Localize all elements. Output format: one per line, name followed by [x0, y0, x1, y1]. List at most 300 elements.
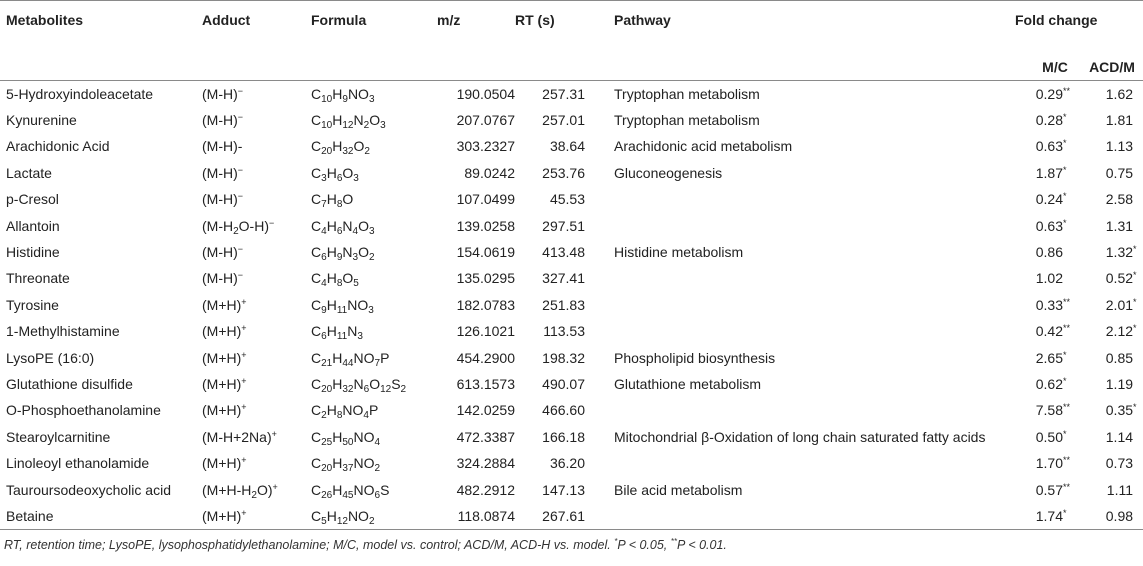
- formula: [311, 265, 437, 291]
- fold-change-acdm: [1081, 450, 1143, 476]
- acdm-value: 1.13: [1105, 138, 1134, 155]
- formula-part: 6: [321, 252, 327, 264]
- formula-part: H: [326, 270, 337, 287]
- adduct-part: +: [241, 323, 247, 334]
- formula-part: 2: [364, 146, 370, 158]
- adduct: [202, 160, 311, 186]
- adduct-part: (M+H): [202, 323, 242, 340]
- fold-change-mc: 0.28*: [1035, 112, 1067, 129]
- formula-part: 20: [321, 383, 333, 395]
- adduct: [202, 212, 311, 238]
- formula-part: 3: [321, 172, 327, 184]
- formula-part: 11: [336, 331, 348, 343]
- rt-value: 257.31: [542, 85, 585, 102]
- mz-value: 154.0619: [456, 244, 515, 261]
- adduct-part: (M+H): [202, 455, 242, 472]
- adduct: [202, 397, 311, 423]
- rt-value: 45.53: [549, 191, 585, 208]
- fold-change-mc: 7.58**: [1035, 402, 1071, 419]
- formula-part: H: [326, 507, 337, 524]
- formula: [311, 450, 437, 476]
- formula-part: H: [326, 296, 337, 313]
- rt-value: 253.76: [542, 164, 585, 181]
- acdm-value: 1.62: [1105, 85, 1134, 102]
- acdm-value: 2.01: [1105, 296, 1134, 313]
- acdm-value: 0.35: [1105, 402, 1134, 419]
- pathway: Histidine metabolism: [614, 244, 744, 261]
- formula-part: N: [353, 112, 364, 129]
- adduct: [202, 450, 311, 476]
- acdm-value: 1.31: [1105, 217, 1134, 234]
- rt-value: 113.53: [543, 323, 585, 340]
- rt-value: 38.64: [549, 138, 585, 155]
- mc-value: 0.50: [1035, 428, 1063, 445]
- formula-part: C: [311, 112, 322, 129]
- formula-part: O: [358, 244, 369, 261]
- mc-value: 1.87: [1035, 164, 1063, 181]
- footnote-p2-mark: **: [670, 537, 677, 546]
- fold-change-mc: 0.50*: [1035, 428, 1067, 445]
- formula-part: N: [342, 217, 353, 234]
- formula-part: 4: [374, 436, 381, 448]
- formula-part: O: [353, 138, 365, 155]
- footnote-p2-text: P < 0.01.: [676, 538, 727, 552]
- formula-part: O: [358, 217, 369, 234]
- table-row: [0, 265, 1143, 291]
- formula: [311, 186, 437, 212]
- formula-part: 21: [321, 357, 333, 369]
- formula-part: 25: [321, 436, 333, 448]
- acdm-value: 1.14: [1105, 428, 1134, 445]
- adduct-part: −: [269, 217, 275, 228]
- table-row: [0, 371, 1143, 397]
- formula-part: 32: [342, 146, 354, 158]
- mc-value: 1.02: [1035, 270, 1063, 287]
- formula-part: H: [326, 244, 337, 261]
- formula-part: 2: [374, 463, 381, 475]
- adduct-part: +: [241, 455, 247, 466]
- formula-part: H: [332, 138, 343, 155]
- formula-part: C: [311, 455, 322, 472]
- formula-part: NO: [353, 481, 375, 498]
- footnote-text: RT, retention time; LysoPE, lysophosphatidylethanolamine; M/C, model vs. control; ACD/M, ACD-H vs. model.: [4, 538, 611, 552]
- rt-value: 198.32: [542, 349, 585, 366]
- formula-part: 4: [321, 278, 327, 290]
- acdm-value: 0.52: [1105, 270, 1134, 287]
- rt-value: 413.48: [542, 244, 585, 261]
- adduct-part: O-H): [238, 217, 269, 234]
- adduct: [202, 239, 311, 265]
- mc-value: 1.74: [1035, 507, 1063, 524]
- formula-part: 5: [353, 278, 359, 290]
- mc-value: 0.57: [1035, 481, 1063, 498]
- formula-part: 3: [353, 172, 359, 184]
- header-acdm: ACD/M: [1089, 59, 1135, 76]
- formula-part: 20: [321, 146, 333, 158]
- mz-value: 135.0295: [456, 270, 515, 287]
- pathway: [585, 265, 1015, 291]
- adduct: [202, 371, 311, 397]
- fold-change-acdm: [1081, 424, 1143, 450]
- fold-change-mc: 0.57**: [1035, 481, 1071, 498]
- adduct-part: −: [237, 164, 244, 175]
- pathway: [585, 503, 1015, 529]
- fold-change-acdm: [1081, 476, 1143, 502]
- formula: [311, 318, 437, 344]
- fold-change-mc: 1.87*: [1035, 164, 1067, 181]
- subheader-row: [0, 43, 1143, 81]
- formula-part: 26: [321, 489, 333, 501]
- formula-part: H: [326, 191, 337, 208]
- formula: [311, 160, 437, 186]
- fold-change-acdm: [1081, 344, 1143, 370]
- formula: [311, 133, 437, 159]
- rt-value: 490.07: [542, 375, 585, 392]
- metabolite-name: Betaine: [6, 507, 54, 524]
- rt-value: 147.13: [542, 481, 585, 498]
- formula-part: H: [326, 217, 337, 234]
- table-row: [0, 344, 1143, 370]
- adduct-part: (M-H): [202, 85, 238, 102]
- table-row: [0, 476, 1143, 502]
- fold-change-mc: 0.33**: [1035, 296, 1071, 313]
- formula-part: C: [311, 507, 322, 524]
- acdm-value: 0.73: [1105, 455, 1134, 472]
- mc-value: 0.63: [1035, 138, 1063, 155]
- fold-change-mc: 0.63*: [1035, 217, 1067, 234]
- formula-part: NO: [353, 455, 375, 472]
- formula-part: 2: [400, 383, 407, 395]
- formula-part: H: [332, 85, 343, 102]
- mc-value: 0.28: [1035, 112, 1063, 129]
- adduct-part: (M-H+2Na): [202, 428, 272, 445]
- fold-change-acdm: 2.01*: [1105, 296, 1137, 313]
- formula-part: 8: [336, 278, 343, 290]
- formula-part: C: [311, 428, 322, 445]
- acdm-value: 1.81: [1105, 112, 1134, 129]
- formula-part: 4: [321, 225, 327, 237]
- table-footnote: [4, 538, 727, 552]
- table-row: [0, 450, 1143, 476]
- formula: [311, 344, 437, 370]
- formula-part: 9: [321, 304, 327, 316]
- header-adduct: Adduct: [202, 11, 251, 28]
- footnote-p1-text: P < 0.05,: [617, 538, 668, 552]
- fold-change-acdm: [1081, 107, 1143, 133]
- adduct-part: (M+H): [202, 402, 242, 419]
- formula-part: 10: [321, 120, 333, 132]
- pathway: Phospholipid biosynthesis: [614, 349, 776, 366]
- formula-part: O: [342, 191, 354, 208]
- fold-change-acdm: 0.35*: [1105, 402, 1137, 419]
- formula-part: H: [332, 455, 343, 472]
- formula-part: N: [342, 244, 353, 261]
- formula-part: 2: [363, 120, 370, 132]
- adduct-part: (M-H): [202, 244, 238, 261]
- adduct-part: O): [256, 481, 273, 498]
- fold-change-mc: 0.63*: [1035, 138, 1067, 155]
- metabolite-name: p-Cresol: [6, 191, 59, 208]
- fold-change-mc: 0.29**: [1035, 85, 1071, 102]
- pathway: Glutathione metabolism: [614, 375, 762, 392]
- metabolite-name: Histidine: [6, 244, 60, 261]
- adduct-part: (M-H)-: [202, 138, 243, 155]
- table-row: [0, 186, 1143, 212]
- acdm-value: 2.12: [1105, 323, 1134, 340]
- table-row: [0, 239, 1143, 265]
- formula-part: C: [311, 481, 322, 498]
- formula: [311, 424, 437, 450]
- formula-part: 2: [321, 410, 327, 422]
- formula-part: NO: [347, 296, 369, 313]
- formula-part: C: [311, 270, 322, 287]
- mc-value: 0.62: [1035, 375, 1063, 392]
- formula-part: 3: [352, 252, 359, 264]
- mc-value: 7.58: [1035, 402, 1063, 419]
- pathway: Mitochondrial β-Oxidation of long chain saturated fatty acids: [614, 428, 986, 445]
- header-mz: m/z: [437, 11, 461, 28]
- formula-part: 45: [342, 489, 354, 501]
- formula-part: 3: [357, 331, 363, 343]
- metabolite-name: Allantoin: [6, 217, 60, 234]
- formula-part: 8: [336, 410, 343, 422]
- adduct: [202, 344, 311, 370]
- header-metabolites: Metabolites: [6, 11, 84, 28]
- formula-part: O: [369, 112, 381, 129]
- formula-part: 3: [368, 93, 375, 105]
- adduct-part: +: [241, 296, 247, 307]
- fold-change-mc: 0.42**: [1035, 323, 1071, 340]
- mz-value: 118.0874: [457, 507, 515, 524]
- formula-part: 9: [336, 252, 343, 264]
- formula-part: H: [332, 375, 343, 392]
- formula: [311, 239, 437, 265]
- formula-part: C: [311, 323, 322, 340]
- formula-part: 3: [368, 304, 374, 316]
- fold-change-acdm: [1081, 371, 1143, 397]
- metabolite-name: Tyrosine: [6, 296, 59, 313]
- fold-change-acdm: [1081, 186, 1143, 212]
- metabolite-name: Linoleoyl ethanolamide: [6, 455, 150, 472]
- formula-part: 2: [368, 515, 375, 527]
- pathway: Tryptophan metabolism: [614, 112, 760, 129]
- formula-part: 4: [352, 225, 359, 237]
- adduct: [202, 186, 311, 212]
- adduct-part: (M+H): [202, 349, 242, 366]
- adduct-part: (M-H): [202, 270, 238, 287]
- metabolite-name: Arachidonic Acid: [6, 138, 110, 155]
- formula-part: C: [311, 191, 322, 208]
- pathway: Gluconeogenesis: [614, 164, 723, 181]
- pathway: [585, 318, 1015, 344]
- acdm-value: 1.11: [1106, 481, 1134, 498]
- formula-part: 6: [336, 225, 343, 237]
- table-body: [0, 81, 1143, 530]
- formula-part: 37: [342, 463, 354, 475]
- acdm-value: 0.75: [1105, 164, 1134, 181]
- rt-value: 267.61: [542, 507, 585, 524]
- table-row: [0, 292, 1143, 318]
- fold-change-mc: 2.65*: [1035, 349, 1067, 366]
- pathway: [585, 186, 1015, 212]
- formula-part: H: [326, 164, 337, 181]
- table-row: [0, 107, 1143, 133]
- metabolite-name: Glutathione disulfide: [6, 375, 133, 392]
- formula: [311, 292, 437, 318]
- fold-change-acdm: 2.12*: [1105, 323, 1137, 340]
- mc-value: 0.63: [1035, 217, 1063, 234]
- formula-part: 3: [380, 120, 386, 132]
- mc-value: 2.65: [1035, 349, 1063, 366]
- metabolite-name: Stearoylcarnitine: [6, 428, 111, 445]
- adduct: [202, 292, 311, 318]
- acdm-value: 1.19: [1105, 375, 1134, 392]
- metabolite-name: Lactate: [6, 164, 52, 181]
- formula-part: 50: [342, 436, 354, 448]
- formula-part: NO: [347, 507, 369, 524]
- fold-change-acdm: [1081, 503, 1143, 529]
- metabolite-name: Kynurenine: [6, 112, 77, 129]
- metabolite-name: Tauroursodeoxycholic acid: [6, 481, 171, 498]
- table-row: [0, 503, 1143, 529]
- formula-part: O: [369, 375, 381, 392]
- mc-value: 0.33: [1035, 296, 1063, 313]
- mc-value: 0.42: [1035, 323, 1063, 340]
- formula: [311, 81, 437, 107]
- formula-part: P: [380, 349, 390, 366]
- mc-value: 1.70: [1035, 455, 1063, 472]
- formula: [311, 212, 437, 238]
- formula-part: 10: [321, 93, 333, 105]
- mz-value: 142.0259: [456, 402, 515, 419]
- formula-part: O: [342, 270, 354, 287]
- adduct-part: +: [241, 375, 247, 386]
- metabolite-name: Threonate: [6, 270, 70, 287]
- adduct-part: +: [241, 349, 247, 360]
- adduct-part: (M+H): [202, 296, 242, 313]
- formula-part: 6: [336, 172, 343, 184]
- adduct-part: (M-H): [202, 112, 238, 129]
- header-row: [0, 1, 1143, 43]
- formula-part: 3: [368, 225, 375, 237]
- pathway: [585, 397, 1015, 423]
- formula-part: H: [332, 428, 343, 445]
- rt-value: 327.41: [542, 270, 585, 287]
- adduct-part: 2: [233, 225, 239, 237]
- adduct: [202, 107, 311, 133]
- header-fold-change: Fold change: [1015, 11, 1098, 28]
- formula-part: C: [311, 164, 322, 181]
- formula-part: 12: [380, 383, 392, 395]
- adduct-part: (M+H): [202, 375, 242, 392]
- metabolite-name: LysoPE (16:0): [6, 349, 95, 366]
- fold-change-mc: 0.62*: [1035, 375, 1067, 392]
- acdm-value: 1.32: [1105, 244, 1134, 261]
- formula-part: H: [332, 112, 343, 129]
- rt-value: 466.60: [542, 402, 585, 419]
- formula: [311, 397, 437, 423]
- mz-value: 89.0242: [464, 164, 515, 181]
- table-row: [0, 424, 1143, 450]
- fold-change-mc: [1015, 239, 1081, 265]
- adduct: [202, 133, 311, 159]
- adduct-part: 2: [251, 489, 257, 501]
- fold-change-mc: 0.24*: [1035, 191, 1067, 208]
- mz-value: 472.3387: [456, 428, 515, 445]
- fold-change-mc: 1.70**: [1035, 455, 1071, 472]
- formula-part: NO: [353, 428, 375, 445]
- acdm-value: 0.85: [1105, 349, 1134, 366]
- formula-part: 7: [321, 199, 327, 211]
- header-pathway: Pathway: [614, 11, 671, 28]
- rt-value: 257.01: [542, 112, 585, 129]
- formula-part: O: [342, 164, 354, 181]
- fold-change-acdm: [1081, 133, 1143, 159]
- metabolite-name: 1-Methylhistamine: [6, 323, 120, 340]
- formula-part: C: [311, 217, 322, 234]
- formula-part: 6: [321, 331, 327, 343]
- mz-value: 139.0258: [456, 217, 515, 234]
- formula-part: H: [326, 402, 337, 419]
- adduct-part: (M+H-H: [202, 481, 252, 498]
- adduct-part: +: [271, 428, 277, 439]
- rt-value: 297.51: [542, 217, 585, 234]
- formula-part: 6: [374, 489, 381, 501]
- table-row: [0, 160, 1143, 186]
- formula-part: 9: [342, 93, 348, 105]
- mz-value: 454.2900: [456, 349, 515, 366]
- formula-part: C: [311, 402, 322, 419]
- formula: [311, 371, 437, 397]
- mz-value: 613.1573: [456, 375, 515, 392]
- formula-part: S: [391, 375, 401, 392]
- adduct: [202, 476, 311, 502]
- mc-value: 0.24: [1035, 191, 1063, 208]
- formula-part: C: [311, 375, 322, 392]
- formula-part: NO: [347, 85, 369, 102]
- formula-part: P: [368, 402, 379, 419]
- formula-part: H: [332, 349, 343, 366]
- rt-value: 166.18: [542, 428, 585, 445]
- fold-change-acdm: 1.32*: [1105, 244, 1137, 261]
- mc-value: 0.29: [1035, 85, 1063, 102]
- formula-part: NO: [353, 349, 375, 366]
- formula-part: H: [326, 323, 337, 340]
- table-row: [0, 397, 1143, 423]
- metabolite-name: 5-Hydroxyindoleacetate: [6, 85, 154, 102]
- adduct-part: (M-H): [202, 164, 238, 181]
- mz-value: 107.0499: [456, 191, 515, 208]
- mc-value: 0.86: [1035, 244, 1063, 261]
- formula-part: S: [380, 481, 390, 498]
- formula-part: N: [353, 375, 364, 392]
- footnote-p1-mark: *: [614, 537, 618, 546]
- fold-change-acdm: 0.52*: [1105, 270, 1137, 287]
- fold-change-acdm: [1081, 160, 1143, 186]
- metabolite-name: O-Phosphoethanolamine: [6, 402, 161, 419]
- mz-value: 126.1021: [456, 323, 515, 340]
- adduct-part: (M-H): [202, 191, 238, 208]
- formula-part: N: [347, 323, 358, 340]
- header-formula: Formula: [311, 11, 367, 28]
- pathway: [585, 450, 1015, 476]
- formula-part: 44: [342, 357, 354, 369]
- adduct: [202, 81, 311, 107]
- formula-part: C: [311, 138, 322, 155]
- header-mc: M/C: [1042, 59, 1068, 76]
- adduct: [202, 265, 311, 291]
- fold-change-mc: 1.74*: [1035, 507, 1067, 524]
